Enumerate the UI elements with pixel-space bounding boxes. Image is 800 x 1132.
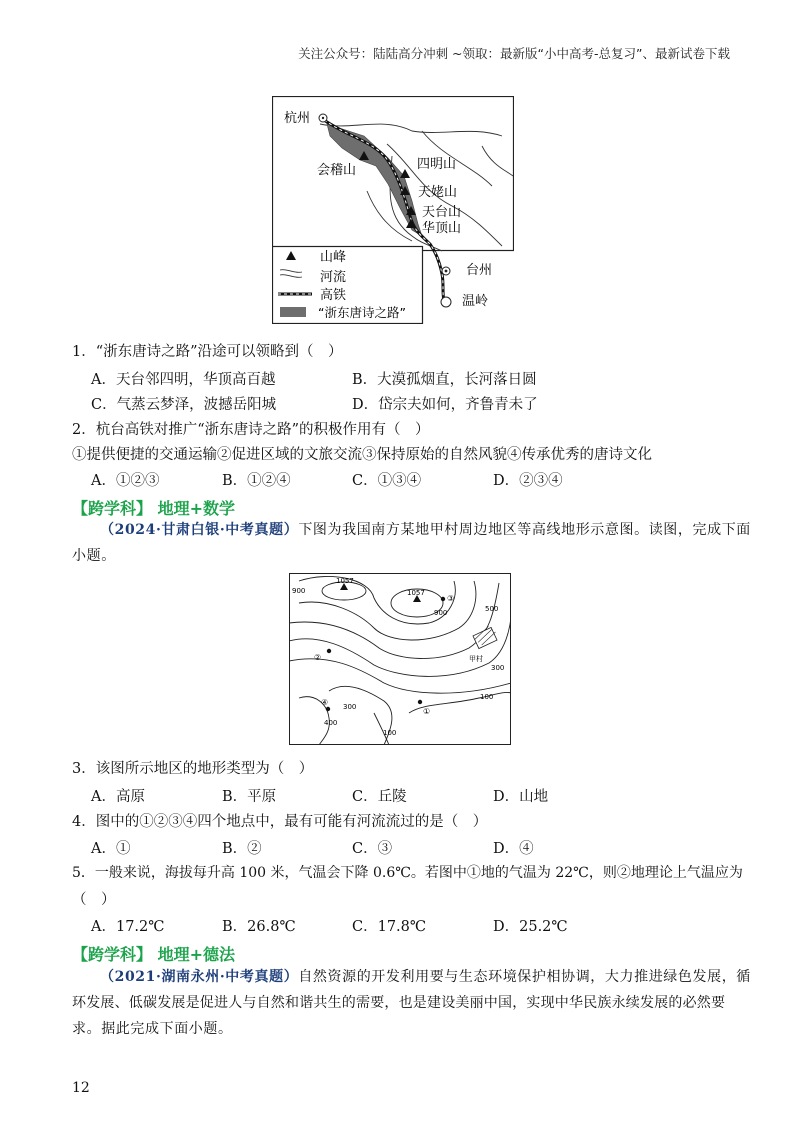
page-header: 关注公众号：陆陆高分冲刺 ~领取：最新版“小中高考-总复习”、最新试卷下载 — [298, 46, 730, 61]
wenling-label: 温岭 — [462, 294, 489, 309]
legend-river-label: 河流 — [320, 270, 347, 285]
question-1-option-c[interactable]: C．气蒸云梦泽，波撼岳阳城 — [91, 397, 277, 413]
legend-route-label: “浙东唐诗之路” — [318, 305, 406, 320]
question-1-option-d[interactable]: D．岱宗夫如何，齐鲁青未了 — [352, 397, 538, 413]
section-2-title: 【跨学科】 地理+德法 — [72, 945, 235, 964]
question-2-option-b[interactable]: B．①②④ — [222, 473, 291, 489]
contour-map — [289, 573, 511, 745]
point-3-marker — [441, 597, 445, 601]
section-1-text-line-1: 下图为我国南方某地甲村周边地区等高线地形示意图。读图，完成下面 — [298, 522, 751, 538]
peak-1057-left-label: 1057 — [336, 577, 354, 585]
question-5-stem-line-2: （ ） — [72, 892, 116, 908]
legend-peak-label: 山峰 — [320, 250, 347, 265]
tiantai-label: 天台山 — [422, 205, 462, 220]
contour-900-label-b: 900 — [434, 609, 448, 617]
contour-900-label-a: 900 — [292, 587, 306, 595]
legend-route-icon — [280, 307, 306, 317]
village-label: 甲村 — [469, 655, 483, 663]
point-4-marker — [326, 707, 330, 711]
contour-100-label-b: 100 — [383, 729, 397, 737]
section-1-source: （2024·甘肃白银·中考真题） — [100, 522, 299, 538]
contour-400-label: 400 — [324, 719, 338, 727]
tianlao-label: 天姥山 — [418, 185, 458, 200]
question-2-stem: 2．杭台高铁对推广“浙东唐诗之路”的积极作用有（ ） — [72, 422, 430, 438]
question-5-option-a[interactable]: A．17.2℃ — [91, 919, 165, 935]
peak-1057-right-label: 1057 — [407, 589, 425, 597]
question-4-stem: 4．图中的①②③④四个地点中，最有可能有河流流过的是（ ） — [72, 814, 488, 830]
question-1-option-a[interactable]: A．天台邻四明，华顶高百越 — [91, 372, 276, 388]
zhedong-route-map — [272, 96, 514, 324]
point-4-label: ④ — [321, 698, 329, 707]
point-3-label: ③ — [447, 594, 455, 603]
question-5-option-c[interactable]: C．17.8℃ — [352, 919, 427, 935]
question-5-stem-line-1: 5．一般来说，海拔每升高 100 米，气温会下降 0.6℃。若图中①地的气温为 22℃，则②地理论上气温应为 — [72, 865, 743, 881]
point-1-label: ① — [423, 707, 431, 716]
question-5-option-b[interactable]: B．26.8℃ — [222, 919, 296, 935]
kuaiji-label: 会稽山 — [317, 163, 357, 178]
point-2-label: ② — [314, 653, 322, 662]
question-5-option-d[interactable]: D．25.2℃ — [493, 919, 568, 935]
contour-300-label-a: 300 — [491, 664, 505, 672]
page-number: 12 — [72, 1080, 90, 1096]
question-4-option-a[interactable]: A．① — [91, 841, 131, 857]
question-2-items: ①提供便捷的交通运输②促进区域的文旅交流③保持原始的自然风貌④传承优秀的唐诗文化 — [72, 447, 652, 463]
point-2-marker — [327, 649, 331, 653]
contour-100-label-a: 100 — [480, 693, 494, 701]
question-4-option-b[interactable]: B．② — [222, 841, 262, 857]
question-2-option-c[interactable]: C．①③④ — [352, 473, 422, 489]
question-3-option-a[interactable]: A．高原 — [91, 789, 145, 805]
legend-railway-label: 高铁 — [320, 288, 347, 303]
question-3-option-b[interactable]: B．平原 — [222, 789, 277, 805]
question-2-option-a[interactable]: A．①②③ — [91, 473, 160, 489]
section-2-text-line-2: 环发展、低碳发展是促进人与自然和谐共生的需要，也是建设美丽中国，实现中华民族永续发展的必然要 — [72, 995, 726, 1011]
contour-500-label: 500 — [485, 605, 499, 613]
question-4-option-d[interactable]: D．④ — [493, 841, 534, 857]
question-1-stem: 1．“浙东唐诗之路”沿途可以领略到（ ） — [72, 344, 343, 360]
question-3-option-c[interactable]: C．丘陵 — [352, 789, 407, 805]
section-2-text-line-3: 求。据此完成下面小题。 — [72, 1021, 233, 1037]
taizhou-label: 台州 — [466, 263, 493, 278]
hangzhou-label: 杭州 — [284, 111, 311, 126]
question-3-stem: 3．该图所示地区的地形类型为（ ） — [72, 761, 314, 777]
huading-label: 华顶山 — [422, 221, 462, 236]
section-2-text-line-1: 自然资源的开发利用要与生态环境保护相协调，大力推进绿色发展，循 — [298, 969, 751, 985]
section-2-intro — [72, 964, 751, 1042]
point-1-marker — [418, 700, 422, 704]
question-3-option-d[interactable]: D．山地 — [493, 789, 549, 805]
wenling-marker — [441, 297, 451, 307]
section-1-title: 【跨学科】 地理+数学 — [72, 499, 235, 518]
question-4-option-c[interactable]: C．③ — [352, 841, 393, 857]
question-1-option-b[interactable]: B．大漠孤烟直，长河落日圆 — [352, 372, 537, 388]
question-2-option-d[interactable]: D．②③④ — [493, 473, 563, 489]
section-1-intro — [72, 517, 751, 569]
siming-label: 四明山 — [417, 157, 457, 172]
section-1-text-line-2: 小题。 — [72, 548, 116, 564]
contour-300-label-b: 300 — [343, 703, 357, 711]
section-2-source: （2021·湖南永州·中考真题） — [100, 969, 299, 985]
